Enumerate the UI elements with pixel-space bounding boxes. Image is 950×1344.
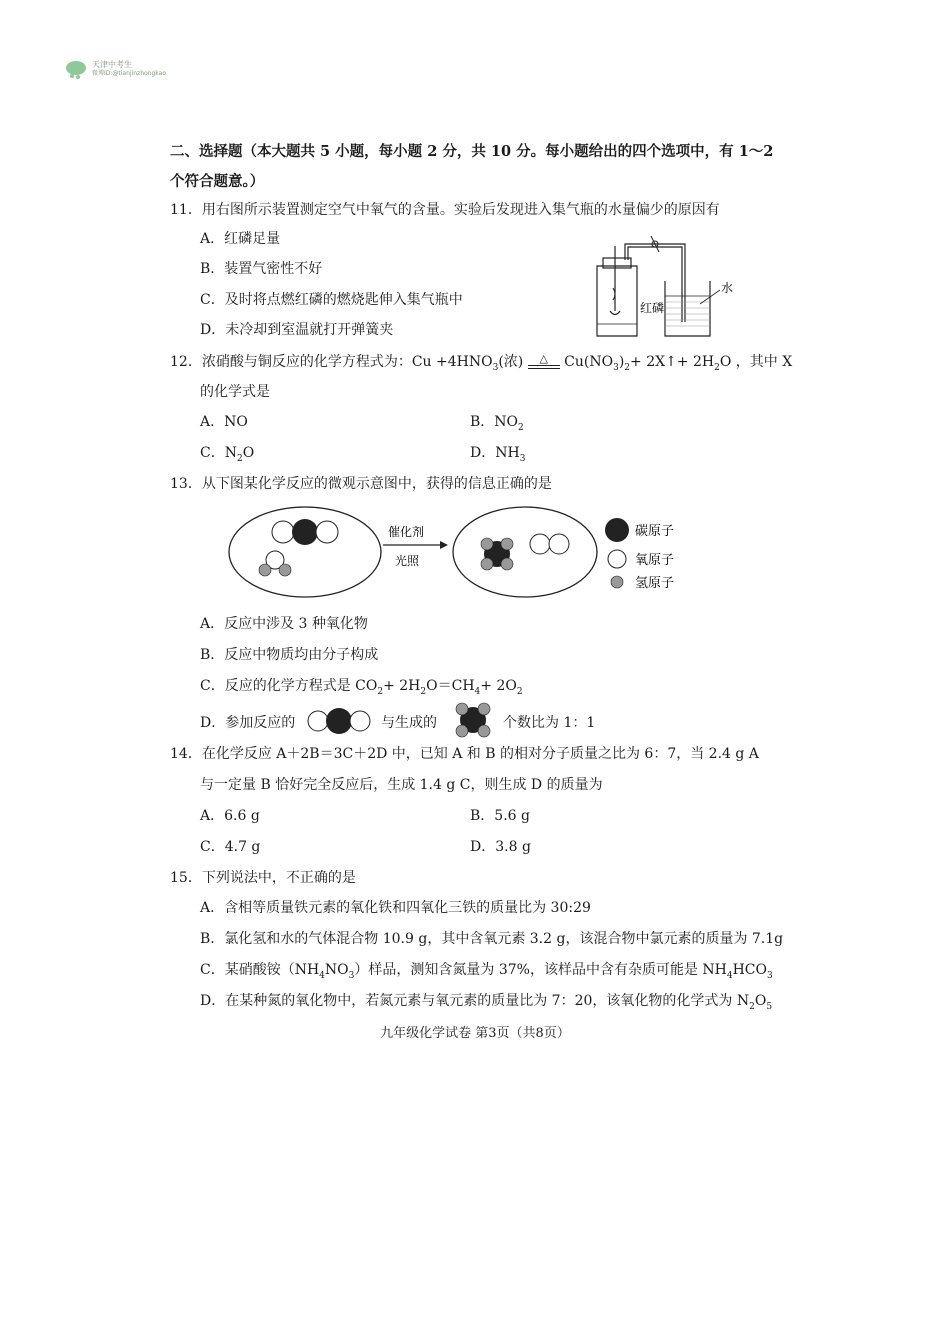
legend-carbon: 碳原子: [635, 524, 675, 539]
page-footer: 九年级化学试卷 第3页（共8页）: [380, 1026, 570, 1041]
q14-option-d: D．3.8 g: [470, 839, 531, 855]
q15-option-b: B．氯化氢和水的气体混合物 10.9 g，其中含氧元素 3.2 g，该混合物中氯元素的质量为 7.1g: [200, 931, 784, 947]
q11-option-a: A．红磷足量: [200, 231, 281, 247]
q15-option-c: C．某硝酸铵$(NH_4NO_3)$样品，测知含氮量为 37%，该样品中含有杂质可能是 $NH_4HCO_3$: [200, 962, 773, 981]
q15-stem: 15．下列说法中，不正确的是: [170, 870, 356, 886]
q14-option-a: A．6.6 g: [200, 808, 260, 824]
q13-option-a: A．反应中涉及 3 种氧化物: [200, 616, 368, 632]
legend-oxygen: 氧原子: [635, 553, 675, 568]
q11-option-c: C．及时将点燃红磷的燃烧匙伸入集气瓶中: [200, 292, 463, 308]
phosphorus-label: 红磷: [640, 301, 665, 315]
catalyst-label: 催化剂: [388, 525, 425, 539]
q12-option-d: D．$NH_3$: [470, 445, 526, 464]
q13-option-b: B．反应中物质均由分子构成: [200, 647, 379, 663]
q15-option-d: D．在某种氮的氧化物中，若氮元素与氧元素的质量比为 7：20，该氧化物的化学式为 $N_2O_5$: [200, 993, 773, 1012]
q11-stem: 11．用右图所示装置测定空气中氧气的含量。实验后发现进入集气瓶的水量偏少的原因有: [170, 202, 720, 218]
q11-option-b: B．装置气密性不好: [200, 261, 323, 277]
ch4-molecule-icon: [448, 698, 498, 742]
q12-option-a: A．NO: [200, 414, 248, 430]
q13-option-d-mid: 与生成的: [381, 715, 437, 731]
q12-option-c: C．$N_2O$: [200, 445, 255, 464]
q13-stem: 13．从下图某化学反应的微观示意图中，获得的信息正确的是: [170, 476, 552, 492]
q13-option-c: C．反应的化学方程式是 $CO_2+ 2H_2O=CH_4+ 2O_2$: [200, 678, 523, 697]
q12-option-b: B．$NO_2$: [470, 414, 524, 433]
q14-stem: 14．在化学反应 A＋2B＝3C＋2D 中，已知 A 和 B 的相对分子质量之比为 6：7，当 2.4 g A: [170, 746, 759, 762]
q13-option-d-post: 个数比为 1：1: [503, 715, 596, 731]
light-label: 光照: [395, 554, 420, 568]
q14-stem-line2: 与一定量 B 恰好完全反应后，生成 1.4 g C，则生成 D 的质量为: [200, 777, 603, 793]
logo-text: 天津中考生 微博ID:@tianjinzhongkao: [92, 60, 166, 77]
q12-stem: 12．浓硝酸与铜反应的化学方程式为：$Cu +4HNO_3$(浓) △ $Cu(NO_3)_2+$ 2X↑+ $2H_2O$ ，其中 X: [170, 352, 793, 373]
water-label: 水: [721, 281, 734, 295]
q15-option-a: A．含相等质量铁元素的氧化铁和四氧化三铁的质量比为 30:29: [200, 900, 591, 916]
co2-molecule-icon: [306, 706, 376, 736]
section-title: 二、选择题（本大题共 5 小题，每小题 2 分，共 10 分。每小题给出的四个选项中，有 1～2 个符合题意。）: [170, 143, 774, 190]
reaction-diagram: [225, 502, 705, 602]
apparatus-figure: [585, 226, 760, 344]
q14-option-c: C．4.7 g: [200, 839, 261, 855]
q14-option-b: B．5.6 g: [470, 808, 530, 824]
q11-option-d: D．未冷却到室温就打开弹簧夹: [200, 322, 394, 338]
legend-hydrogen: 氢原子: [635, 576, 675, 591]
q13-option-d: D．参加反应的: [200, 715, 296, 731]
q12-stem-line2: 的化学式是: [200, 384, 270, 400]
